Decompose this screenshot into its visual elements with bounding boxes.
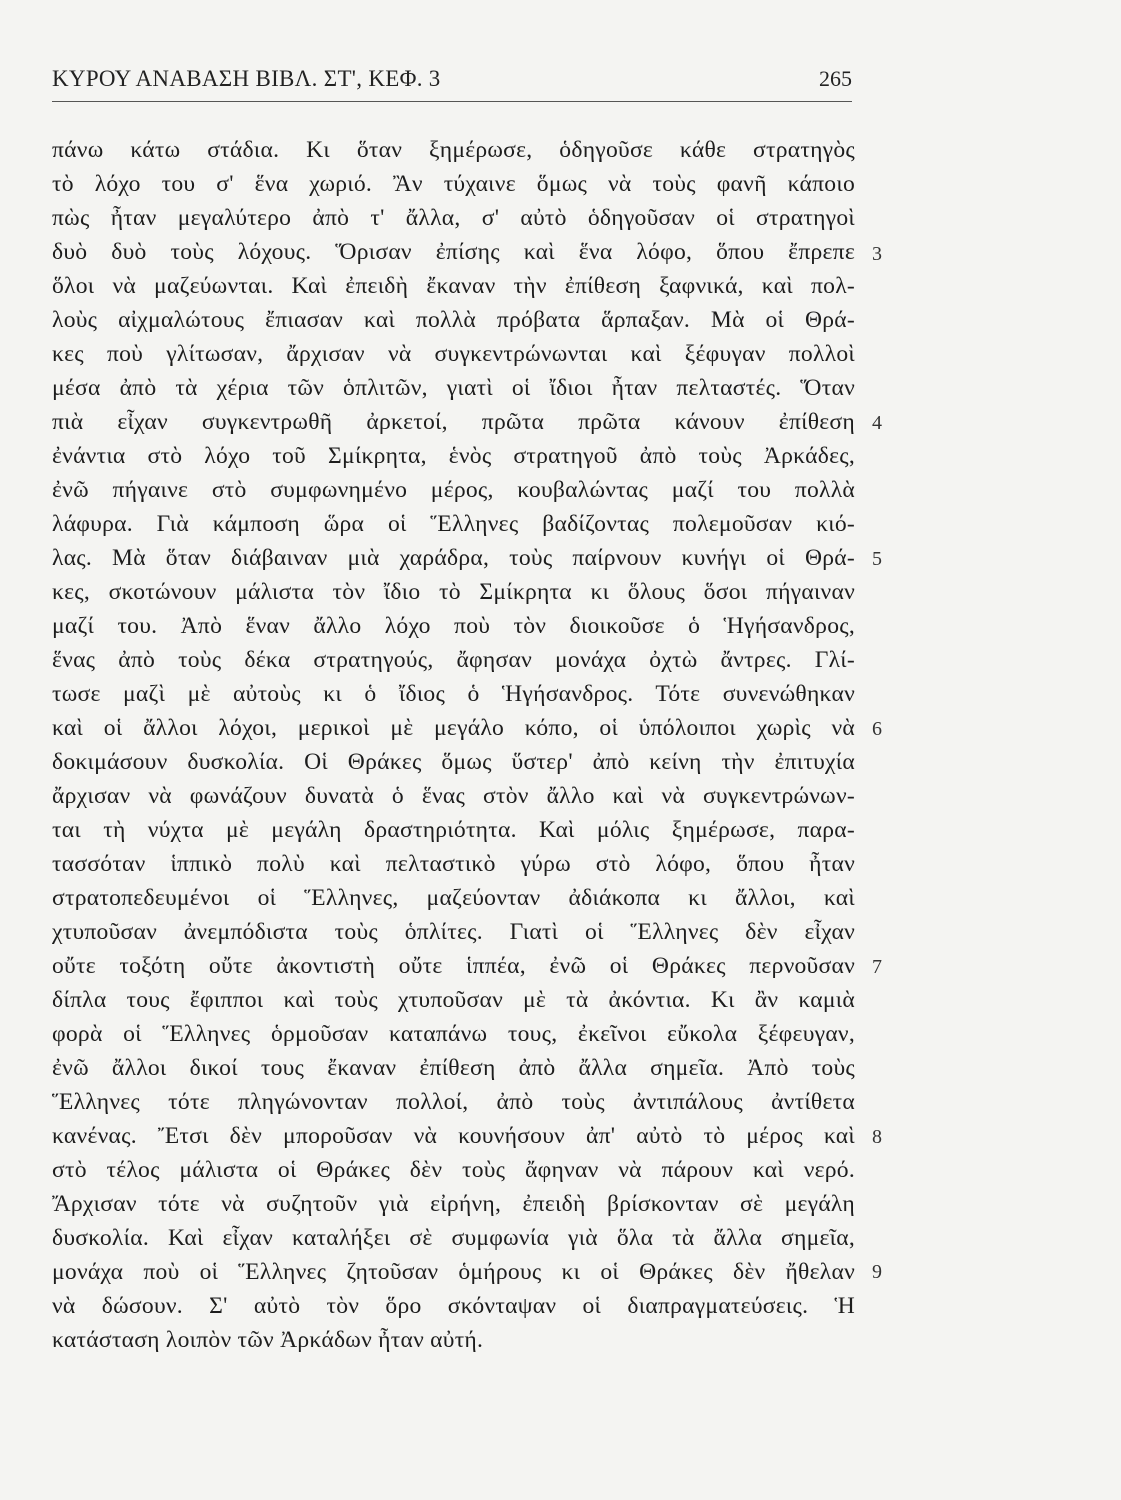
text-line: λας. Μὰ ὅταν διάβαιναν μιὰ χαράδρα, τοὺς παίρνουν κυνήγι οἱ Θρά- <box>52 545 855 571</box>
running-header <box>52 66 852 100</box>
text-line: δοκιμάσουν δυσκολία. Οἱ Θράκες ὅμως ὕστερ' ἀπὸ κείνη τὴν ἐπιτυχία <box>52 749 855 775</box>
text-line: λάφυρα. Γιὰ κάμποση ὥρα οἱ Ἕλληνες βαδίζοντας πολεμοῦσαν κιό- <box>52 511 855 537</box>
text-line: ἐνῶ πήγαινε στὸ συμφωνημένο μέρος, κουβαλώντας μαζί του πολλὰ <box>52 477 855 503</box>
text-line: φορὰ οἱ Ἕλληνες ὁρμοῦσαν καταπάνω τους, ἐκεῖνοι εὔκολα ξέφευγαν, <box>52 1021 855 1047</box>
text-line: πὼς ἦταν μεγαλύτερο ἀπὸ τ' ἄλλα, σ' αὐτὸ ὁδηγοῦσαν οἱ στρατηγοὶ <box>52 205 855 231</box>
section-number: 4 <box>872 412 882 434</box>
text-line: νὰ δώσουν. Σ' αὐτὸ τὸν ὅρο σκόνταψαν οἱ διαπραγματεύσεις. Ἡ <box>52 1293 855 1319</box>
section-number: 3 <box>872 243 882 265</box>
text-line: πιὰ εἶχαν συγκεντρωθῆ ἀρκετοί, πρῶτα πρῶτα κάνουν ἐπίθεση <box>52 409 855 435</box>
text-line: χτυποῦσαν ἀνεμπόδιστα τοὺς ὁπλίτες. Γιατὶ οἱ Ἕλληνες δὲν εἶχαν <box>52 919 855 945</box>
text-line: δίπλα τους ἔφιπποι καὶ τοὺς χτυποῦσαν μὲ τὰ ἀκόντια. Κι ἂν καμιὰ <box>52 987 855 1013</box>
text-line: ἐνῶ ἄλλοι δικοί τους ἔκαναν ἐπίθεση ἀπὸ ἄλλα σημεῖα. Ἀπὸ τοὺς <box>52 1055 855 1081</box>
text-line: Ἄρχισαν τότε νὰ συζητοῦν γιὰ εἰρήνη, ἐπειδὴ βρίσκονταν σὲ μεγάλη <box>52 1191 855 1217</box>
running-title: ΚΥΡΟΥ ΑΝΑΒΑΣΗ ΒΙΒΛ. ΣΤ', ΚΕΦ. 3 <box>52 66 441 91</box>
section-number: 7 <box>872 956 882 978</box>
text-line: δυσκολία. Καὶ εἶχαν καταλήξει σὲ συμφωνία γιὰ ὅλα τὰ ἄλλα σημεῖα, <box>52 1225 855 1251</box>
text-line: δυὸ δυὸ τοὺς λόχους. Ὅρισαν ἐπίσης καὶ ἕνα λόφο, ὅπου ἔπρεπε <box>52 239 855 265</box>
section-number: 6 <box>872 718 882 740</box>
section-number: 8 <box>872 1126 882 1148</box>
text-line: τὸ λόχο του σ' ἕνα χωριό. Ἂν τύχαινε ὅμως νὰ τοὺς φανῆ κάποιο <box>52 171 855 197</box>
text-line: κανένας. Ἔτσι δὲν μποροῦσαν νὰ κουνήσουν ἀπ' αὐτὸ τὸ μέρος καὶ <box>52 1123 855 1149</box>
text-line: Ἕλληνες τότε πληγώνονταν πολλοί, ἀπὸ τοὺς ἀντιπάλους ἀντίθετα <box>52 1089 855 1115</box>
text-line: κες ποὺ γλίτωσαν, ἄρχισαν νὰ συγκεντρώνωνται καὶ ξέφυγαν πολλοὶ <box>52 341 855 367</box>
section-number: 9 <box>872 1261 882 1283</box>
text-line: στὸ τέλος μάλιστα οἱ Θράκες δὲν τοὺς ἄφηναν νὰ πάρουν καὶ νερό. <box>52 1157 855 1183</box>
text-line: λοὺς αἰχμαλώτους ἔπιασαν καὶ πολλὰ πρόβατα ἅρπαξαν. Μὰ οἱ Θρά- <box>52 307 855 333</box>
section-number: 5 <box>872 548 882 570</box>
text-line: μαζί του. Ἀπὸ ἕναν ἄλλο λόχο ποὺ τὸν διοικοῦσε ὁ Ἡγήσανδρος, <box>52 613 855 639</box>
text-line: κες, σκοτώνουν μάλιστα τὸν ἴδιο τὸ Σμίκρητα κι ὅλους ὅσοι πήγαιναν <box>52 579 855 605</box>
text-line: καὶ οἱ ἄλλοι λόχοι, μερικοὶ μὲ μεγάλο κόπο, οἱ ὑπόλοιποι χωρὶς νὰ <box>52 715 855 741</box>
text-line: ἐνάντια στὸ λόχο τοῦ Σμίκρητα, ἑνὸς στρατηγοῦ ἀπὸ τοὺς Ἀρκάδες, <box>52 443 855 469</box>
text-line: τωσε μαζὶ μὲ αὐτοὺς κι ὁ ἴδιος ὁ Ἡγήσανδρος. Τότε συνενώθηκαν <box>52 681 855 707</box>
text-line: μονάχα ποὺ οἱ Ἕλληνες ζητοῦσαν ὁμήρους κι οἱ Θράκες δὲν ἤθελαν <box>52 1259 855 1285</box>
text-line: τασσόταν ἱππικὸ πολὺ καὶ πελταστικὸ γύρω στὸ λόφο, ὅπου ἦταν <box>52 851 855 877</box>
text-line: οὔτε τοξότη οὔτε ἀκοντιστὴ οὔτε ἱππέα, ἐνῶ οἱ Θράκες περνοῦσαν <box>52 953 855 979</box>
text-line: ται τὴ νύχτα μὲ μεγάλη δραστηριότητα. Καὶ μόλις ξημέρωσε, παρα- <box>52 817 855 843</box>
page-number: 265 <box>819 66 852 91</box>
text-line: μέσα ἀπὸ τὰ χέρια τῶν ὁπλιτῶν, γιατὶ οἱ ἴδιοι ἦταν πελταστές. Ὅταν <box>52 375 855 401</box>
text-line: στρατοπεδευμένοι οἱ Ἕλληνες, μαζεύονταν ἀδιάκοπα κι ἄλλοι, καὶ <box>52 885 855 911</box>
header-rule <box>52 101 852 102</box>
text-line: ἕνας ἀπὸ τοὺς δέκα στρατηγούς, ἄφησαν μονάχα ὀχτὼ ἄντρες. Γλί- <box>52 647 855 673</box>
text-line: πάνω κάτω στάδια. Κι ὅταν ξημέρωσε, ὁδηγοῦσε κάθε στρατηγὸς <box>52 137 855 163</box>
text-line: ἄρχισαν νὰ φωνάζουν δυνατὰ ὁ ἕνας στὸν ἄλλο καὶ νὰ συγκεντρώνων- <box>52 783 855 809</box>
text-line: κατάσταση λοιπὸν τῶν Ἀρκάδων ἦταν αὐτή. <box>52 1327 484 1353</box>
text-line: ὅλοι νὰ μαζεύωνται. Καὶ ἐπειδὴ ἔκαναν τὴν ἐπίθεση ξαφνικά, καὶ πολ- <box>52 273 855 299</box>
